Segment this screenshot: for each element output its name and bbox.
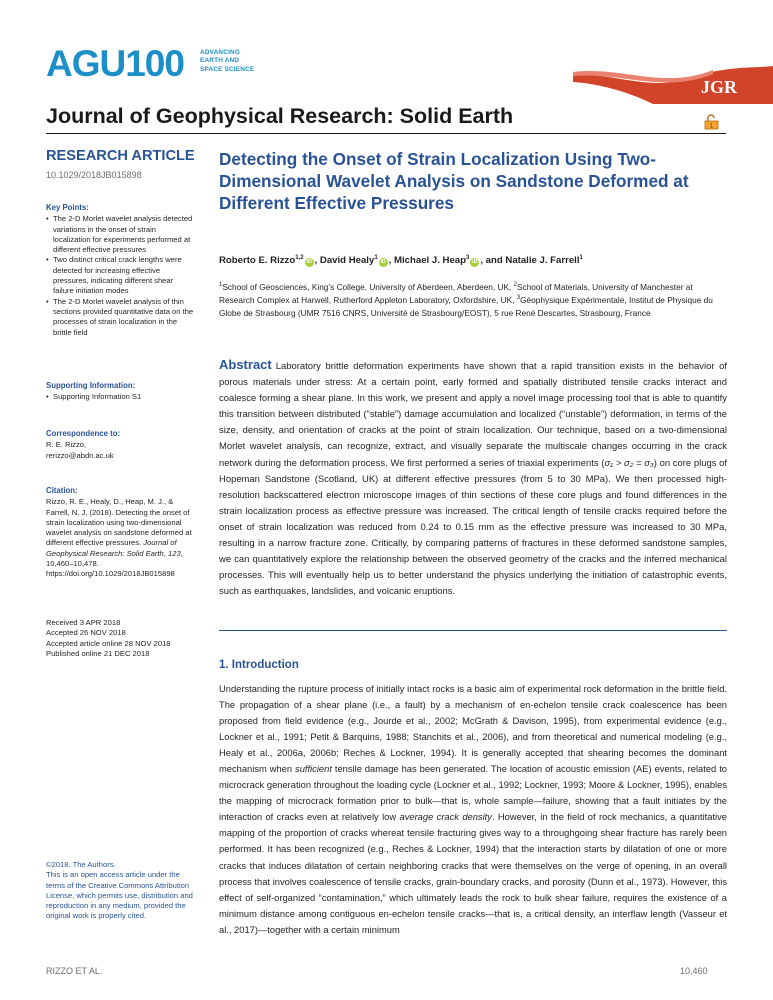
author-separator: , [388,255,394,266]
abstract-heading: Abstract [219,357,272,372]
author-name: Natalie J. Farrell [505,255,580,266]
stress-inequality: σ₁ > σ₂ = σ₃ [604,457,654,469]
author-separator: , [314,255,320,266]
abstract-divider [219,630,727,631]
accepted-date: Accepted 26 NOV 2018 [46,628,126,638]
author-affiliation-mark: 1,2 [295,255,304,261]
jgr-label: JGR [701,77,737,97]
license-section [46,860,194,922]
author-name: David Healy [319,255,375,266]
supporting-info-link[interactable]: • Supporting Information S1 [46,392,194,402]
author-name: Michael J. Heap [394,255,466,266]
dates-section [46,618,194,659]
key-point: • Two distinct critical crack lengths were detected for increasing effective pressures, indicating different shear failure initiation modes [46,255,194,296]
key-points-section [46,203,194,338]
section-heading-introduction: 1. Introduction [219,659,299,671]
author-name: Roberto E. Rizzo [219,255,296,266]
citation-heading: Citation: [46,486,78,495]
jgr-badge [573,66,773,104]
license-text: This is an open access article under the terms of the Creative Commons Attribution License, which permits use, distribution and reproduction in any medium, provided the original work is properly cited. [46,870,193,921]
author-affiliation-mark: 1 [579,255,583,261]
accepted-online-date: Accepted article online 28 NOV 2018 [46,638,171,648]
copyright: ©2018. The Authors. [46,860,116,869]
key-points-heading: Key Points: [46,203,89,212]
author-separator: , and [480,255,506,266]
author-affiliation-mark: 3 [465,255,470,261]
supporting-info-heading: Supporting Information: [46,381,136,390]
article-title: Detecting the Onset of Strain Localization Using Two-Dimensional Wavelet Analysis on Sandstone Deformed at Different Effective Pressures [219,149,689,213]
supporting-info-section [46,381,194,403]
journal-title: Journal of Geophysical Research: Solid Earth [46,104,514,128]
agu100-logo [46,44,276,84]
running-head: RIZZO ET AL. [46,966,103,976]
correspondence-email[interactable]: rerizzo@abdn.ac.uk [46,450,114,460]
affiliations: $^1$School of Geosciences, King’s College, University of Aberdeen, Aberdeen, UK, $^2$School of Materials, University of Manchester at Research Complex at Harwell, Rutherford Appleton Laboratory, Oxfordshire, UK, $^3$Géophysique Expérimentale, Institut de Physique du Globe de Strasbourg (UMR 7516 CNRS, Université de Strasbourg/EOST), 5 rue René Descartes, Strasbourg, France [219,282,713,318]
key-point: • The 2-D Morlet wavelet analysis detected variations in the onset of strain localization for experiments performed at different effective pressures [46,214,194,255]
orcid-icon[interactable]: iD [306,259,312,265]
key-point: • The 2-D Morlet wavelet analysis of thin sections provided quantitative data on the processes of strain localization in the brittle field [46,297,194,338]
orcid-icon[interactable]: iD [380,259,386,265]
author-affiliation-mark: 1 [374,255,378,261]
author-list [219,255,719,267]
page-number: 10,460 [680,966,708,976]
citation-section [46,486,194,580]
header-divider [46,133,726,134]
svg-text:1: 1 [709,123,714,130]
introduction-text: Understanding the rupture process of initially intact rocks is a basic aim of experimental rock deformation in the brittle field. The propagation of a shear plane (i.e., a fault) by a mechanism of en-echelon tensile crack coalescence has been proposed from field evidence (e.g., Jourde et al., 2002; McGrath & Davison, 1995), from experimental evidence (e.g., Lockner et al., 1991; Petit & Barquins, 1988; Stanchits et al., 2006), and from theoretical and numerical modeling (e.g., Healy et al., 2006a, 2006b; Reches & Lockner, 1994). It is generally accepted that shearing becomes the dominant mechanism when sufficient tensile damage has been generated. The location of acoustic emission (AE) events, related to microcrack generation throughout the loading cycle (Lockner et al., 1992; Lockner, 1993; Moore & Lockner, 1995), enables the mapping of microcrack formation prior to bulk—that is, whole sample—failure, showing that a fault initiates by the interaction of cracks even at relatively low average crack density. However, in the field of rock mechanics, a quantitative mapping of the proportion of cracks whereat tensile fracturing gives way to a throughgoing shear fracture has rarely been performed. It has been recognized (e.g., Reches & Lockner, 1994) that the interaction starts by dilatation of one or more cracks that induces dilatation of certain neighboring cracks that were themselves on the verge of opening, in an overall process that involves coalescence of tensile cracks, grain-boundary cracks, and porosity (Dunn et al., 1973). However, this effect of self-organized “contamination,” which ultimately leads the rock to bulk shear failure, requires the existence of a minimum distance among contiguous en-echelon tensile cracks—that is, a critical density, an interflaw length (Vasseur et al., 2017)—together with a certain minimum [219,684,728,935]
correspondence-heading: Correspondence to: [46,429,121,438]
received-date: Received 3 APR 2018 [46,618,121,627]
orcid-icon[interactable]: iD [472,259,478,265]
correspondence-name: R. E. Rizzo, [46,440,87,450]
logo-tagline: ADVANCING EARTH AND SPACE SCIENCE [200,49,255,73]
correspondence-section [46,429,194,461]
abstract: Abstract Laboratory brittle deformation experiments have shown that a rapid transition exists in the behavior of porous materials under stress: At a certain point, early formed and spatially distributed tensile cracks interact and coalesce forming a shear plane. In this work, we present and apply a novel image processing tool that is able to quantify this transition between distributed (“stable”) damage accumulation and localized (“unstable”) deformation, in terms of the size, density, and orientation of cracks at the point of strain localization. Our technique, based on a two-dimensional Morlet wavelet analysis, can recognize, extract, and visually separate the multiscale changes occurring in the crack network during the deformation process. We first performed a series of triaxial experiments (σ₁ > σ₂ = σ₃) on core plugs of Hopeman Sandstone (Scotland, UK) at different effective pressures (from 5 to 30 MPa). We then processed high-resolution backscattered electron microscope images of thin sections of these core plugs and found differences in the strain localization process as effective pressure was increased. The critical length of tensile cracks required before the onset of strain localization was reduced from 0.24 to 0.15 mm as the effective pressure was increased to 30 MPa, resulting in a narrow fracture zone. Critically, by comparing patterns of fractures in these deformed sandstone samples, we can quantitatively explore the relationship between the observed geometry of the cracks and the inferred mechanical processes. This will eventually help us to better understand the physics underlying the initiation of catastrophic events, such as earthquakes, landslides, and volcanic eruptions. [219,357,727,598]
article-type: RESEARCH ARTICLE [46,148,195,164]
logo-wordmark: AGU100 [46,43,184,84]
doi-link[interactable]: 10.1029/2018JB015898 [46,170,142,180]
open-access-lock-icon [704,114,720,130]
published-date: Published online 21 DEC 2018 [46,648,150,658]
citation-text: Rizzo, R. E., Healy, D., Heap, M. J., & Farrell, N. J. (2018). Detecting the onset of strain localization using two-dimensional wavelet analysis on sandstone deformed at different effective pressures. Journal of Geophysical Research: Solid Earth, 123, 10,460–10,478. https://doi.org/10.1029/2018JB015898 [46,497,192,579]
jgr-badge-shape [573,66,773,104]
